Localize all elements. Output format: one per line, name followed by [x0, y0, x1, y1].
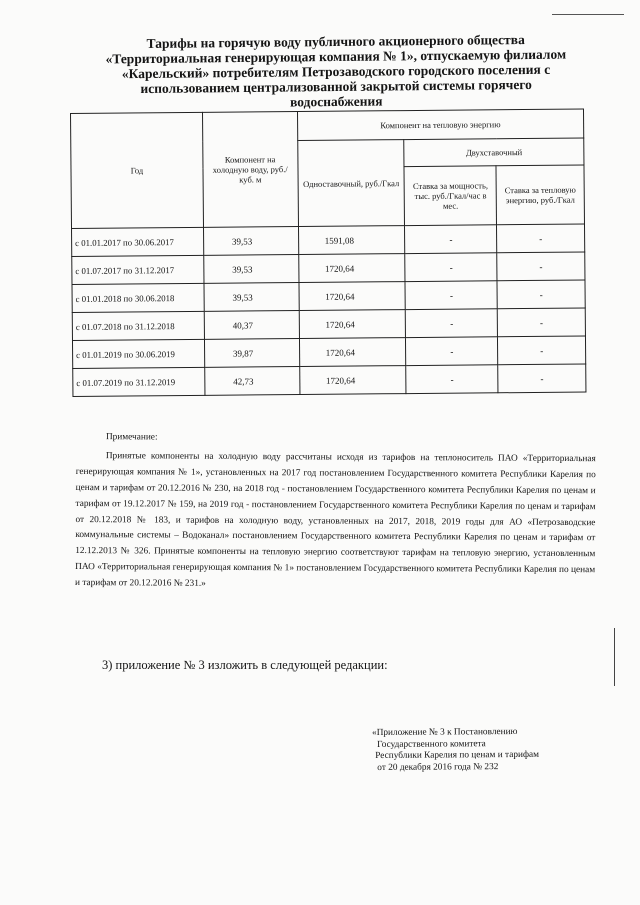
row-cold-water: 39,87	[204, 339, 299, 368]
table-row	[72, 252, 585, 284]
table-row	[72, 308, 585, 340]
row-power-rate: -	[405, 253, 497, 282]
header-cold-water: Компонент на холодную воду, руб./куб. м	[202, 112, 298, 228]
row-period: с 01.01.2017 по 30.06.2017	[72, 227, 204, 256]
row-energy-rate: -	[497, 252, 585, 281]
row-period: с 01.01.2018 по 30.06.2018	[72, 283, 204, 312]
appendix-line: Республики Карелия по ценам и тарифам	[375, 749, 540, 761]
table-row	[72, 224, 585, 256]
row-power-rate: -	[406, 309, 498, 338]
header-energy-rate: Ставка за тепловую энергию, руб./Гкал	[496, 165, 584, 225]
row-cold-water: 39,53	[204, 255, 299, 284]
table-row	[72, 336, 585, 368]
header-thermal: Компонент на тепловую энергию	[297, 109, 584, 140]
row-cold-water: 39,53	[204, 283, 299, 312]
row-energy-rate: -	[497, 280, 585, 309]
note-block	[75, 430, 596, 595]
table-row	[72, 280, 585, 312]
row-power-rate: -	[406, 337, 498, 366]
margin-mark	[614, 628, 615, 686]
row-energy-rate: -	[498, 336, 586, 365]
row-period: с 01.07.2018 по 31.12.2018	[72, 311, 204, 340]
row-energy-rate: -	[498, 364, 586, 393]
row-cold-water: 40,37	[204, 311, 299, 340]
row-one-rate: 1720,64	[299, 310, 406, 339]
row-power-rate: -	[405, 225, 497, 254]
document-title: Тарифы на горячую воду публичного акционерного общества «Территориальная генерирующая компания № 1», отпускаемую филиалом «Карельский» потребителям Петрозаводского городского поселения с использованием централизованной закрытой системы горячего водоснабжения	[105, 32, 567, 110]
appendix-line: «Приложение № 3 к Постановлению	[372, 726, 518, 738]
top-right-rule	[552, 14, 624, 15]
appendix-reference	[372, 726, 602, 774]
tariff-table	[70, 109, 586, 397]
note-text: Принятые компоненты на холодную воду рассчитаны исходя из тарифов на теплоноситель ПАО «Территориальная генерирующая компания № 1», установленных на 2017 год постановлением Государственного комитета Республики Карелия по ценам и тарифам от 20.12.2016 № 230, на 2018 год - постановлением Государственного комитета Республики Карелия по ценам и тарифам от 19.12.2017 № 159, на 2019 год - постановлением Государственного комитета Республики Карелия по ценам и тарифам от 20.12.2018 № 183, и тарифов на холодную воду, установленных на 2017, 2018, 2019 годы для АО «Петрозаводские коммунальные системы – Водоканал» постановлением Государственного комитета Республики Карелия по ценам и тарифам от 12.12.2013 № 326. Принятые компоненты на тепловую энергию соответствуют тарифам на тепловую энергию, установленным ПАО «Территориальная генерирующая компания № 1» постановлением Государственного комитета Республики Карелия по ценам и тарифам от 20.12.2016 № 231.»	[75, 451, 596, 589]
row-period: с 01.01.2019 по 30.06.2019	[72, 339, 204, 368]
row-power-rate: -	[405, 281, 497, 310]
row-cold-water: 42,73	[205, 367, 300, 396]
header-power-rate: Ставка за мощность, тыс. руб./Гкал/час в мес.	[404, 166, 496, 226]
row-power-rate: -	[406, 365, 498, 394]
appendix-line: от 20 декабря 2016 года № 232	[377, 761, 499, 773]
table-row	[73, 364, 586, 396]
header-year: Год	[71, 112, 204, 228]
row-one-rate: 1720,64	[298, 254, 405, 283]
row-energy-rate: -	[497, 308, 585, 337]
row-cold-water: 39,53	[203, 227, 298, 256]
note-label: Примечание:	[105, 432, 158, 443]
row-energy-rate: -	[497, 224, 585, 253]
item-3-instruction: 3) приложение № 3 изложить в следующей редакции:	[102, 658, 388, 672]
header-one-rate: Одноставочный, руб./Гкал	[297, 140, 405, 227]
row-period: с 01.07.2019 по 31.12.2019	[73, 367, 205, 396]
appendix-line: Государственного комитета	[377, 738, 486, 750]
header-two-rate: Двухставочный	[404, 138, 584, 167]
row-one-rate: 1720,64	[299, 282, 406, 311]
row-one-rate: 1720,64	[299, 366, 406, 395]
row-one-rate: 1720,64	[299, 338, 406, 367]
row-one-rate: 1591,08	[298, 226, 405, 255]
row-period: с 01.07.2017 по 31.12.2017	[72, 255, 204, 284]
